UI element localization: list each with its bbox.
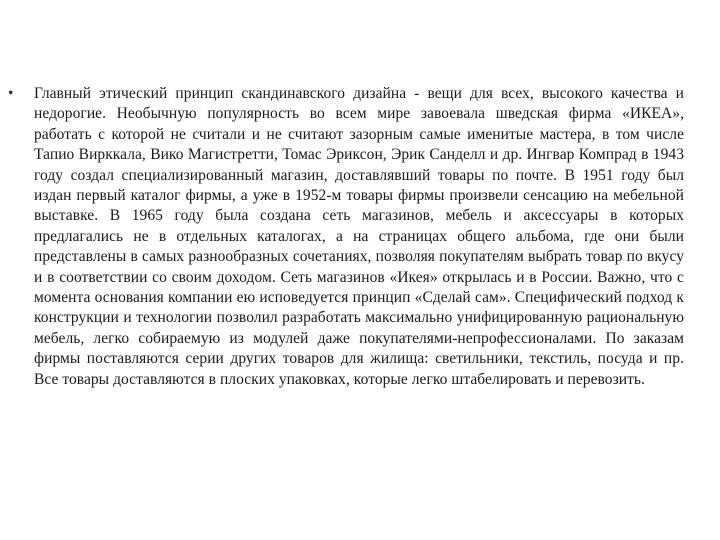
- body-paragraph: Главный этический принцип скандинавского дизайна - вещи для всех, высокого качества и недорогие. Необычную популярность во всем мире завоевала шведская фирма «ИКЕА», работать с которой не считали и не считают зазорным самые именитые мастера, в том числе Тапио Вирккала, Вико Магистретти, Томас Эриксон, Эрик Санделл и др. Ингвар Компрад в 1943 году создал специализированный магазин, доставлявший товары по почте. В 1951 году был издан первый каталог фирмы, а уже в 1952-м товары фирмы произвели сенсацию на мебельной выставке. В 1965 году была создана сеть магазинов, мебель и аксессуары в которых предлагались не в отдельных каталогах, а на страницах общего альбома, где они были представлены в самых разнообразных сочетаниях, позволяя покупателям выбрать товар по вкусу и в соответствии со своим доходом. Сеть магазинов «Икея» открылась и в России. Важно, что с момента основания компании ею исповедуется принцип «Сделай сам». Специфический подход к конструкции и технологии позволил разработать максимально унифицированную рациональную мебель, легко собираемую из модулей даже покупателями-непрофессионалами. По заказам фирмы поставляются серии других товаров для жилища: светильники, текстиль, посуда и пр. Все товары доставляются в плоских упаковках, которые легко штабелировать и перевозить.: [34, 85, 684, 388]
- bullet-list-item: [8, 84, 684, 390]
- bullet-point: •: [8, 85, 14, 102]
